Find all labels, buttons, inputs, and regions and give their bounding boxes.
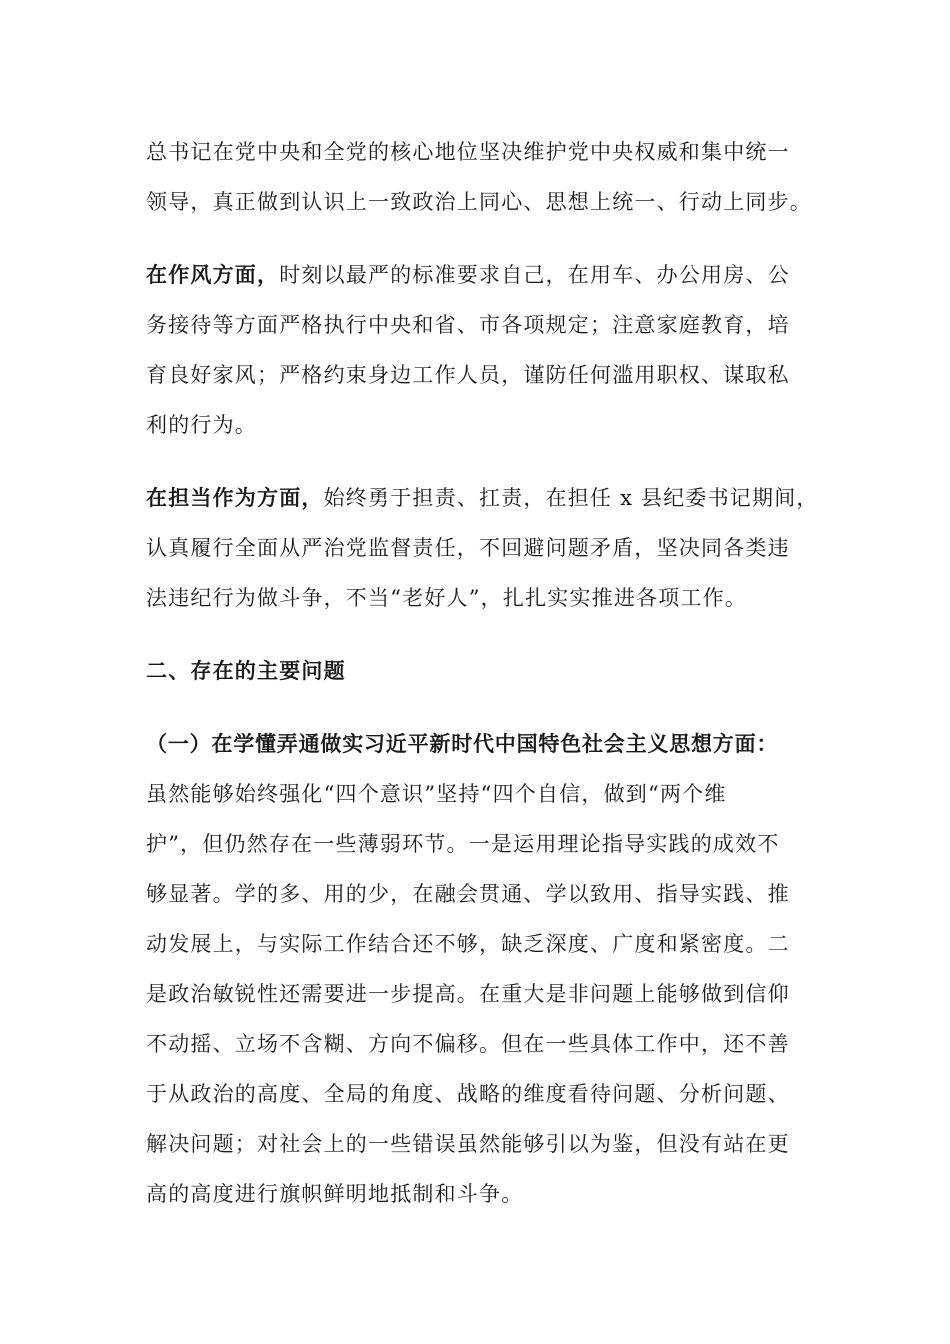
paragraph-1-line-2: 领导，真正做到认识上一致政治上同心、思想上统一、行动上同步。 xyxy=(146,190,812,214)
paragraph-4-line-1: 虽然能够始终强化“四个意识”坚持“四个自信，做到“两个维 xyxy=(146,782,727,806)
paragraph-2-line-2: 务接待等方面严格执行中央和省、市各项规定；注意家庭教育，培 xyxy=(146,313,790,337)
paragraph-1-line-1: 总书记在党中央和全党的核心地位坚决维护党中央权威和集中统一 xyxy=(146,140,790,164)
paragraph-3-lead: 在担当作为方面， xyxy=(146,485,324,510)
paragraph-3-line-2: 认真履行全面从严治党监督责任，不回避问题矛盾，坚决同各类违 xyxy=(146,536,790,560)
paragraph-4-line-5: 是政治敏锐性还需要进一步提高。在重大是非问题上能够做到信仰 xyxy=(146,982,790,1006)
paragraph-2-lead: 在作风方面， xyxy=(146,262,280,287)
paragraph-2-line-1-text: 时刻以最严的标准要求自己，在用车、办公用房、公 xyxy=(279,263,790,287)
paragraph-4-line-7: 于从政治的高度、全局的角度、战略的维度看待问题、分析问题、 xyxy=(146,1082,790,1106)
section-heading: 二、存在的主要问题 xyxy=(146,658,346,683)
paragraph-2-line-3: 育良好家风；严格约束身边工作人员，谨防任何滥用职权、谋取私 xyxy=(146,363,790,387)
paragraph-2-line-1 xyxy=(146,260,790,290)
subsection-heading: （一）在学懂弄通做实习近平新时代中国特色社会主义思想方面： xyxy=(146,731,779,756)
paragraph-4-line-9: 高的高度进行旗帜鲜明地抵制和斗争。 xyxy=(146,1182,524,1206)
paragraph-4-line-6: 不动摇、立场不含糊、方向不偏移。但在一些具体工作中，还不善 xyxy=(146,1032,790,1056)
paragraph-4-line-8: 解决问题；对社会上的一些错误虽然能够引以为鉴，但没有站在更 xyxy=(146,1132,790,1156)
paragraph-4-line-3: 够显著。学的多、用的少，在融会贯通、学以致用、指导实践、推 xyxy=(146,882,790,906)
paragraph-2-line-4: 利的行为。 xyxy=(146,413,257,437)
paragraph-4-line-4: 动发展上，与实际工作结合还不够，缺乏深度、广度和紧密度。二 xyxy=(146,932,790,956)
paragraph-4-line-2: 护”，但仍然存在一些薄弱环节。一是运用理论指导实践的成效不 xyxy=(146,832,780,856)
paragraph-3-line-1-text: 始终勇于担责、扛责，在担任 x 县纪委书记期间， xyxy=(323,486,819,510)
paragraph-3-line-3: 法违纪行为做斗争，不当“老好人”，扎扎实实推进各项工作。 xyxy=(146,586,748,610)
paragraph-3-line-1 xyxy=(146,483,819,513)
